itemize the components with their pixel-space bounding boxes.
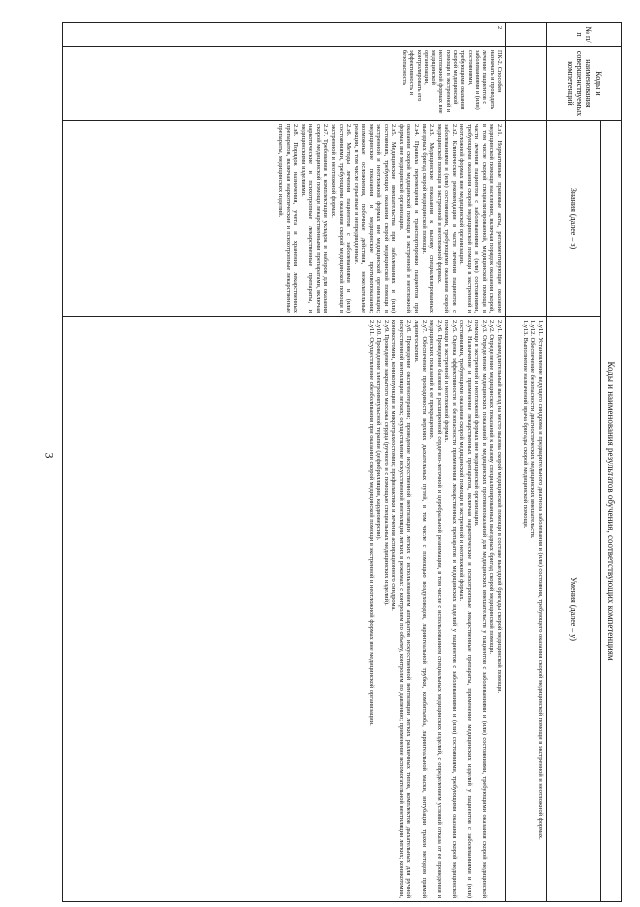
knowledge-item: 2.з4. Правила перемещения и транспортировки пациентов при оказании скорой медицинской помощи в экстренной и неотложной формах вне медицинской организации. bbox=[397, 124, 420, 313]
skill-item: 1.у13. Выполнение назначений врача бригады скорой медицинской помощи. bbox=[521, 320, 529, 529]
table-row bbox=[63, 23, 506, 902]
skill-item: 2.у10. Проведение электроимпульсной терапии (дефибрилляции, кардиоверсии). bbox=[375, 320, 383, 541]
skills-list bbox=[63, 317, 506, 902]
knowledge-item: 2.з8. Порядок назначения, учета и хранения лекарственных препаратов, включая наркотические и психотропные лекарственные препараты, медицинских изделий. bbox=[277, 124, 300, 313]
competency-code: ПК-2. Способен назначать и проводить лечение пациентов с заболеваниями и (или) состояниями, требующими оказания скорой медицинской помощи в экстренной и неотложной формах вне медицинской организации, контролировать его эффективность и безопасность bbox=[63, 47, 506, 121]
table-row-continuation bbox=[506, 23, 547, 902]
skill-item: 2.у7. Обеспечение проходимости верхних дыхательных путей, в том числе с помощью воздуховодов, ларингеальной трубки, комбитьюба, ларингеальной маски, интубации трахеи методом прямой ларингоскопии. bbox=[412, 320, 428, 898]
cell-empty-num bbox=[506, 23, 547, 47]
skill-item: 1.у11. Установление ведущего синдрома и предварительного диагноза заболевания и (или) состояния, требующего оказания скорой медицинской помощи в экстренной и неотложной формах. bbox=[537, 320, 544, 840]
table-header-row bbox=[601, 23, 622, 902]
page-number: 3 bbox=[42, 452, 57, 459]
header-num: № п/п bbox=[547, 23, 622, 47]
skill-item: 2.у9. Проведение закрытого массажа сердца (ручного и с помощью специальных медицинских изделий). bbox=[382, 320, 390, 606]
skill-item: 2.у4. Назначение и применение лекарственных препаратов, включая наркотические и психотропные лекарственные препараты, применение медицинских изделий у пациентов с заболеваниями и (или) состояниями, требующими оказания скорой медицинской помощи в экстренной и неотложной формах. bbox=[458, 320, 473, 898]
cell-empty-knowledge bbox=[506, 121, 547, 317]
header-knowledge: Знания (далее – з) bbox=[547, 121, 601, 317]
knowledge-item: 2.з6. Методы лечения пациентов с заболеваниями и (или) состояниями, требующими оказания скорой медицинской помощи в экстренной и неотложной формах. bbox=[329, 124, 353, 313]
cell-empty-codes bbox=[506, 47, 547, 121]
competency-table-sheet bbox=[62, 22, 622, 902]
skill-item: 2.у3. Определение медицинских показаний и медицинских противопоказаний для медицинских вмешательств у пациентов с заболеваниями и (или) состояниями, требующими оказания скорой медицинской помощи в экстренной и неотложной формах вне медицинской организации. bbox=[473, 320, 488, 898]
header-skills: Умения (далее – у) bbox=[547, 317, 601, 902]
skill-item: 2.у8. Проведение оксигенотерапии; проведение искусственной вентиляции легких с использованием аппаратов искусственной вентиляции легких различных типов, комплектов дыхательных для ручной искусственной вентиляции легких; осуществление искусственной вентиляции легких в режимах: с контролем по объему, контролем по давлению; применение вспомогательной вентиляции легких; коникотомии, коникостомии, коникопункции и микротрахеостомии; профилактики и лечения аспирационного синдрома. bbox=[390, 320, 413, 898]
skill-item: 2.у6. Проведение базовой и расширенной сердечно-легочной и церебральной реанимации, в том числе с использованием специальных медицинских изделий, с определением условий отказа от ее проведения и медицинских показаний к ее прекращению. bbox=[428, 320, 443, 898]
table-subheader-row bbox=[547, 23, 601, 902]
knowledge-list bbox=[63, 121, 506, 317]
skill-item: 2.у2. Определение медицинских показаний к вызову специализированных выездных бригад скорой медицинской помощи. bbox=[488, 320, 496, 655]
skill-item: 1.у12. Обеспечение безопасности диагностических медицинских вмешательств. bbox=[529, 320, 537, 539]
row-number: 2 bbox=[63, 23, 506, 47]
knowledge-item: 2.з5. Медицинские вмешательства при заболеваниях и (или) состояниях, требующих оказания скорой медицинской помощи в экстренной и неотложной формах вне медицинской организации; медицинские показания и медицинские противопоказания; возможные осложнения, побочные действия, нежелательные реакции, в том числе серьезные и непредвиденные. bbox=[352, 124, 398, 313]
skill-item: 2.у1. Незамедлительный выезд на место вызова скорой медицинской помощи в составе выездной бригады скорой медицинской помощи. bbox=[496, 320, 503, 694]
cell-continuation-skills bbox=[506, 317, 547, 902]
knowledge-item: 2.з3. Медицинские показания к вызову специализированных выездных бригад скорой медицинской помощи. bbox=[420, 124, 436, 313]
knowledge-item: 2.з2. Клинические рекомендации в части лечения пациентов с заболеваниями и (или) состояниями, требующими оказания скорой медицинской помощи в экстренной и неотложной формах. bbox=[435, 124, 458, 313]
competency-table bbox=[62, 22, 622, 902]
header-codes: Коды и наименования совершенствуемых компетенций bbox=[547, 47, 622, 121]
knowledge-item: 2.з7. Требования к комплектации укладок и наборов для оказания скорой медицинской помощи лекарственными препаратами, включая наркотические и психотропные лекарственные препараты, и медицинскими изделиями. bbox=[299, 124, 330, 313]
skill-item: 2.у11. Осуществление обезболивания при оказании скорой медицинской помощи в экстренной и неотложной формах вне медицинской организации. bbox=[367, 320, 375, 726]
knowledge-item: 2.з1. Нормативные правовые акты, регламентирующие оказание медицинской помощи населению, включая порядок оказания скорой, в том числе скорой специализированной, медицинской помощи в части лечения пациентов с заболеваниями и (или) состояниями, требующими оказания скорой медицинской помощи в экстренной и неотложной формах вне медицинской организации. bbox=[458, 124, 503, 313]
skill-item: 2.у5. Оценка эффективности и безопасности применения лекарственных препаратов и медицинских изделий у пациентов с заболеваниями и (или) состояниями, требующими оказания скорой медицинской помощи в экстренной и неотложной формах. bbox=[443, 320, 458, 898]
header-results: Коды и наименования результатов обучения, соответствующих компетенциям bbox=[601, 121, 622, 902]
